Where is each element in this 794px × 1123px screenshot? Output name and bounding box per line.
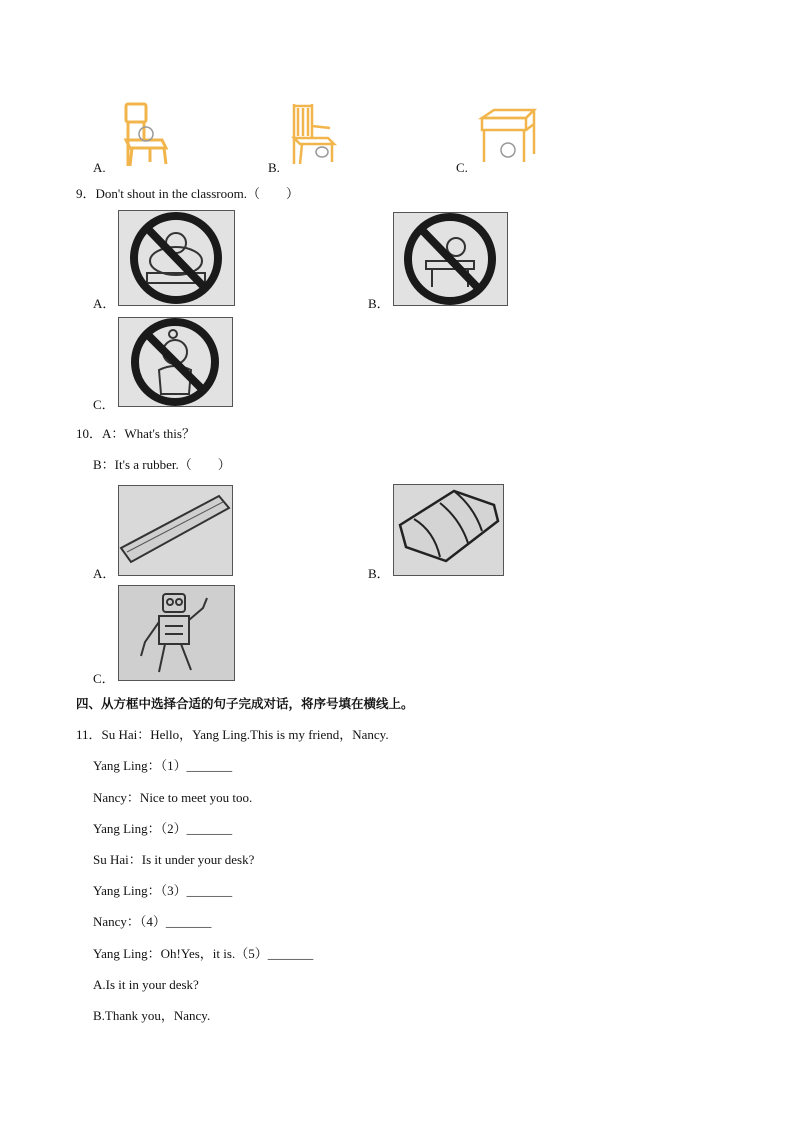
armchair-picture[interactable]	[288, 100, 338, 168]
q9-option-b-label: B．	[368, 296, 390, 311]
ruler-picture[interactable]	[118, 485, 233, 576]
q11-choice-b: B.Thank you，Nancy.	[93, 1008, 211, 1023]
q10-option-a-label: A．	[93, 566, 116, 581]
q8-option-c-label: C.	[456, 160, 468, 175]
q10-line-a: 10．A：What's this？	[76, 426, 195, 441]
q11-line-1: 11．Su Hai：Hello，Yang Ling.This is my friend，Nancy.	[76, 727, 389, 742]
rubber-picture[interactable]	[393, 484, 504, 576]
q11-line-5: Su Hai：Is it under your desk?	[93, 852, 255, 867]
no-sleeping-sign[interactable]	[118, 210, 235, 306]
q9-stem: 9．Don't shout in the classroom.（ ）	[76, 186, 299, 201]
robot-picture[interactable]	[118, 585, 235, 681]
q11-line-4: Yang Ling：（2）_______	[93, 821, 233, 836]
chair-picture[interactable]	[118, 100, 172, 170]
q9-option-a-label: A．	[93, 296, 116, 311]
q10-line-b: B：It's a rubber.（ ）	[93, 457, 231, 472]
q8-option-a-label: A.	[93, 160, 106, 175]
no-writing-on-desk-sign[interactable]	[393, 212, 508, 306]
q8-option-b-label: B.	[268, 160, 280, 175]
section-four-title: 四、从方框中选择合适的句子完成对话，将序号填在横线上。	[76, 696, 414, 711]
q10-option-c-label: C．	[93, 671, 115, 686]
desk-picture[interactable]	[478, 108, 538, 164]
q9-option-c-label: C．	[93, 397, 115, 412]
q11-line-8: Yang Ling：Oh!Yes，it is.（5）_______	[93, 946, 314, 961]
q11-choice-a: A.Is it in your desk?	[93, 977, 199, 992]
q11-line-2: Yang Ling：（1）_______	[93, 758, 233, 773]
q11-line-3: Nancy：Nice to meet you too.	[93, 790, 253, 805]
no-shouting-sign[interactable]	[118, 317, 233, 407]
q11-line-6: Yang Ling：（3）_______	[93, 883, 233, 898]
q10-option-b-label: B．	[368, 566, 390, 581]
q11-line-7: Nancy：（4）_______	[93, 914, 212, 929]
